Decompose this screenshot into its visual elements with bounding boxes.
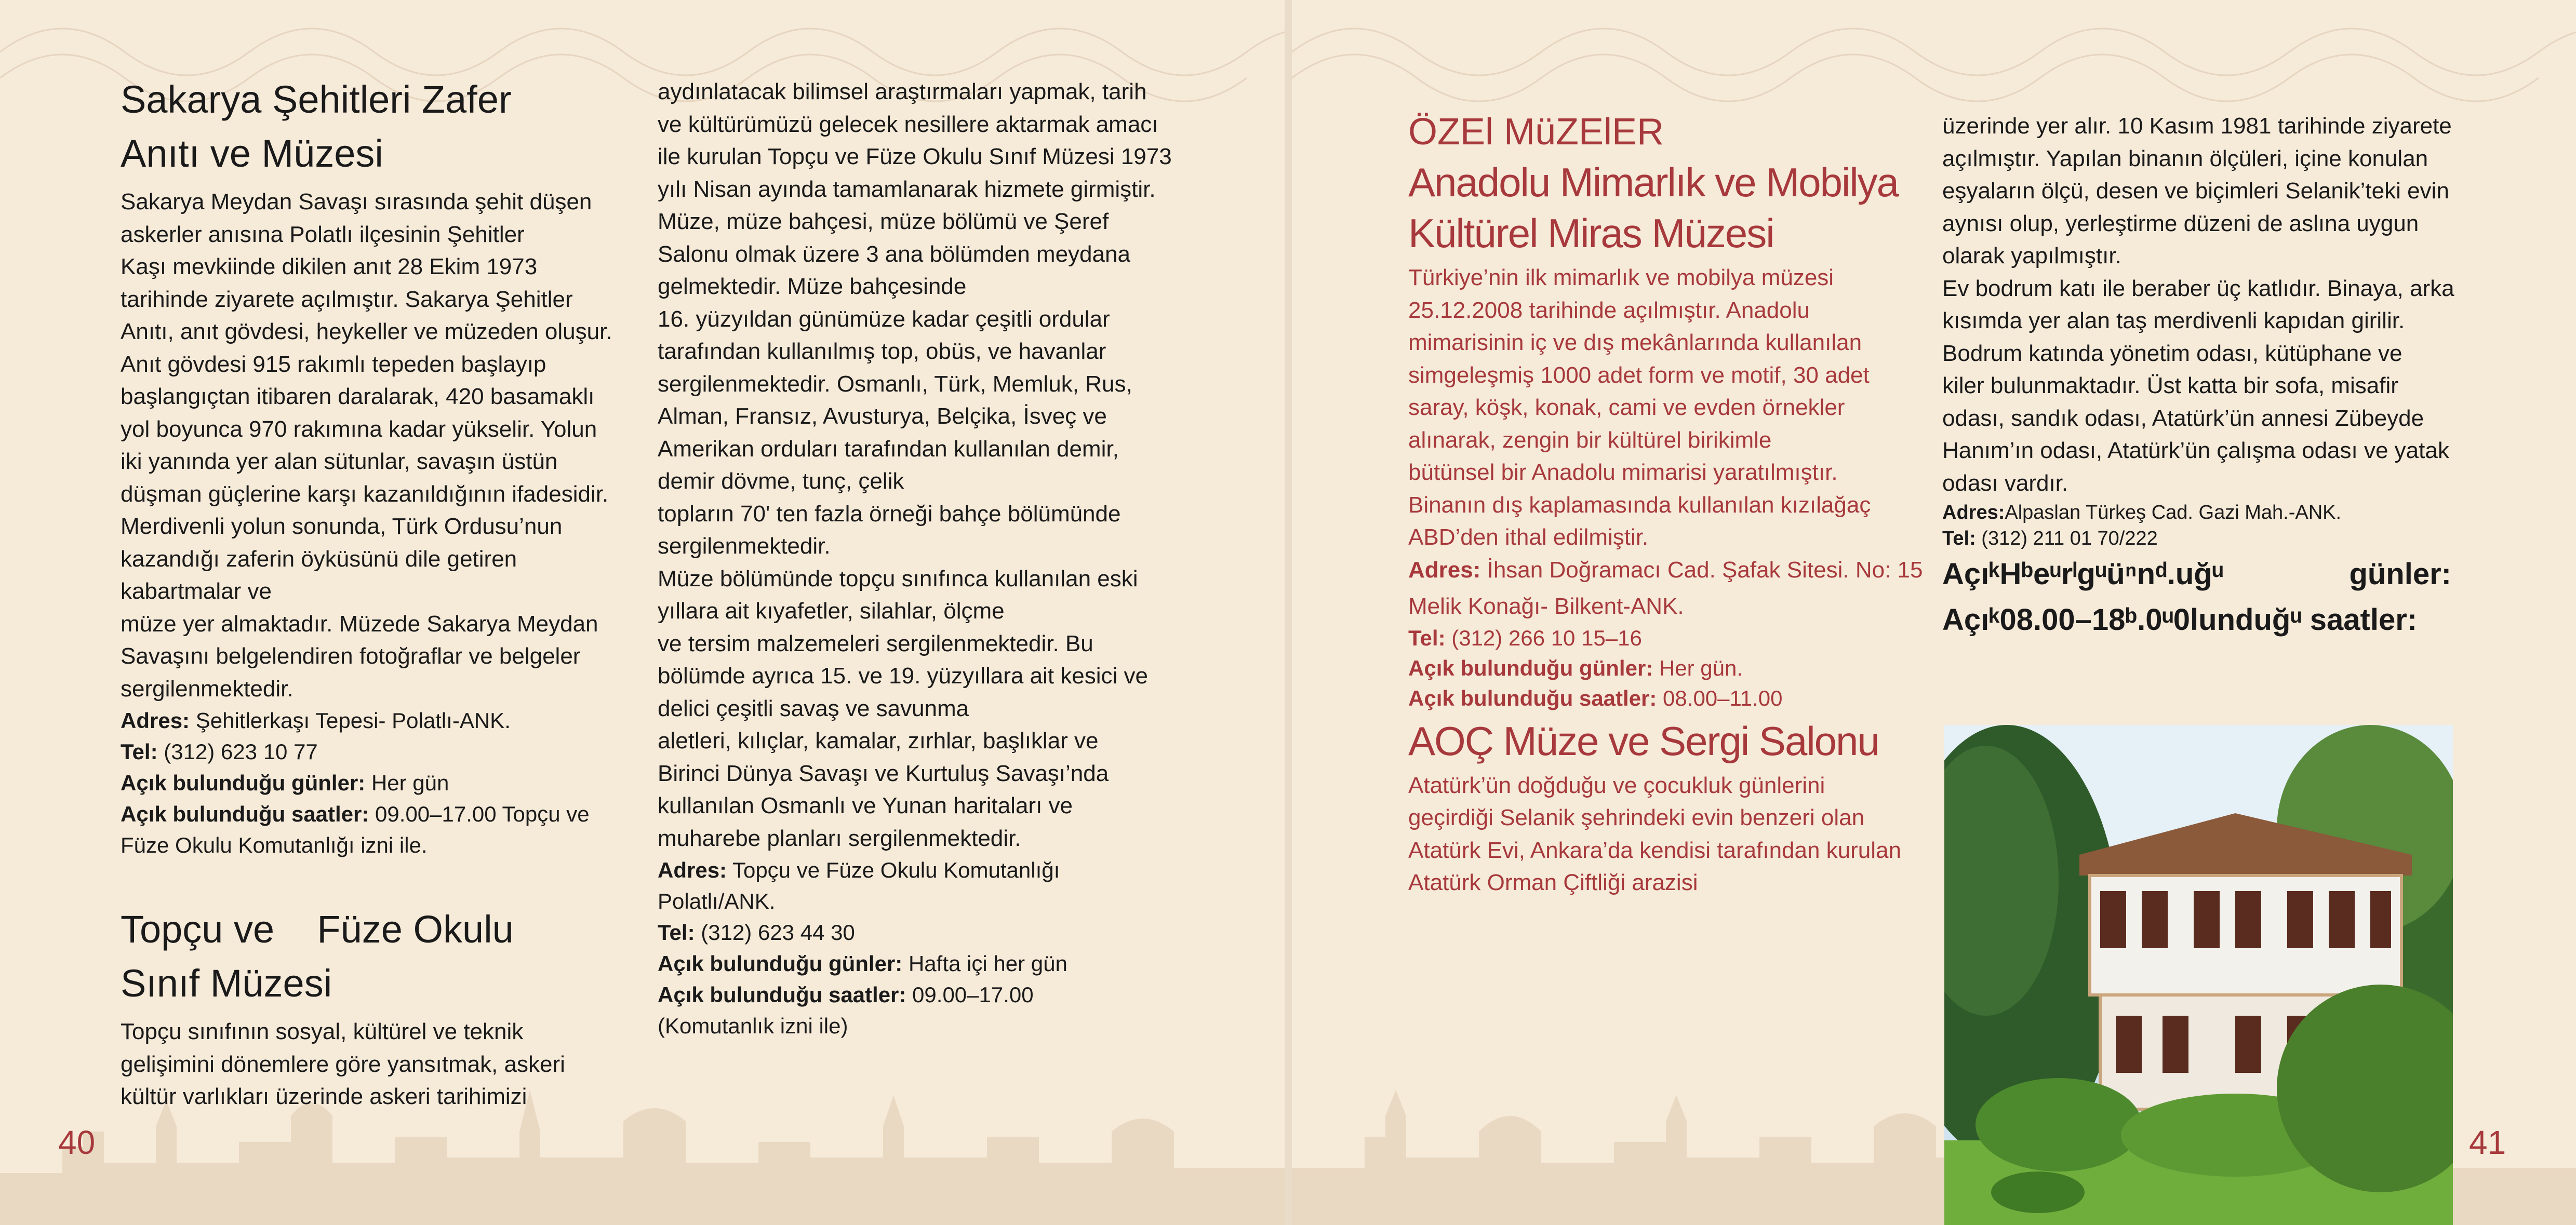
museum-title-anadolu: Anadolu Mimarlık ve Mobilya Kültürel Miras Müzesi (1408, 159, 1899, 256)
text-line: muharebe planları sergilenmektedir. (658, 825, 1021, 851)
text-line: yol boyunca 970 rakımına kadar yükselir. Yolun (121, 416, 597, 442)
museum-title-sakarya: Sakarya Şehitleri Zafer Anıtı ve Müzesi (121, 78, 512, 175)
anadolu-description (1408, 262, 1928, 554)
open-hours-line: Açık bulunduğu saatler: 08.00–11.00 (1408, 685, 1783, 710)
tel-line: Tel: (312) 623 10 77 (121, 739, 318, 764)
text-line: Atatürk’ün doğduğu ve çocukluk günlerini (1408, 772, 1825, 798)
text-line: eşyaların ölçü, desen ve biçimleri Selanik’teki evin (1942, 178, 2449, 204)
text-line: ile kurulan Topçu ve Füze Okulu Sınıf Müzesi 1973 (658, 144, 1172, 169)
text-line: Hanım’ın odası, Atatürk’ün çalışma odası ve yatak (1942, 438, 2449, 463)
text-line: odası vardır. (1942, 470, 2068, 496)
address-line: Adres: İhsan Doğramacı Cad. Şafak Sitesi. No: 15 (1408, 557, 1923, 583)
text-line: topların 70' ten fazla örneği bahçe bölümünde (658, 501, 1121, 527)
text-line: (Komutanlık izni ile) (658, 1014, 848, 1038)
tel-line: Tel: (312) 211 01 70/222 (1942, 528, 2158, 549)
text-line: aletleri, kılıçlar, kamalar, zırhlar, başlıklar ve (658, 728, 1099, 753)
text-line: gelmektedir. Müze bahçesinde (658, 274, 967, 299)
text-line: kültür varlıkları üzerinde askeri tarihimizi (121, 1084, 527, 1109)
text-line: açılmıştır. Yapılan binanın ölçüleri, içine konulan (1942, 145, 2428, 171)
text-line: ve kültürümüzü gelecek nesillere aktarmak amacı (658, 111, 1158, 137)
text-line: 25.12.2008 tarihinde açılmıştır. Anadolu (1408, 297, 1810, 323)
text-line: Salonu olmak üzere 3 ana bölümden meydana (658, 241, 1130, 267)
open-days-line: Açık bulunduğu günler: Her gün (121, 771, 449, 795)
anadolu-info (1408, 554, 1928, 714)
book-spine (1285, 0, 1292, 1225)
text-line: yıllara ait kıyafetler, silahlar, ölçme (658, 598, 1005, 624)
text-line: Polatlı/ANK. (658, 889, 776, 913)
text-line: 16. yüzyıldan günümüze kadar çeşitli ordular (658, 306, 1110, 332)
text-line: Birinci Dünya Savaşı ve Kurtuluş Savaşı’nda (658, 760, 1109, 786)
text-line: Ev bodrum katı ile beraber üç katlıdır. Binaya, arka (1942, 275, 2454, 301)
text-line: Bodrum katında yönetim odası, kütüphane ve (1942, 340, 2403, 366)
ornamental-pattern (1292, 0, 2576, 104)
text-line: Topçu sınıfının sosyal, kültürel ve teknik (121, 1019, 524, 1044)
text-line: kiler bulunmaktadır. Üst katta bir sofa, misafir (1942, 373, 2398, 398)
text-line: ve tersim malzemeleri sergilenmektedir. Bu (658, 630, 1093, 656)
text-line: aydınlatacak bilimsel araştırmaları yapmak, tarih (658, 79, 1147, 104)
text-line: başlangıçtan itibaren daralarak, 420 basamaklı (121, 384, 595, 409)
text-line: aynısı olup, yerleştirme düzeni de aslına uygun (1942, 210, 2419, 236)
text-line: Füze Okulu Komutanlığı izni ile. (121, 833, 428, 857)
text-line: Atatürk Evi, Ankara’da kendisi tarafından kurulan (1408, 837, 1901, 863)
sakarya-info (121, 705, 640, 861)
text-line: alınarak, zengin bir kültürel birikimle (1408, 427, 1772, 453)
left-column-2 (658, 76, 1187, 1042)
museum-title-topcu: Topçu ve Füze Okulu Sınıf Müzesi (121, 908, 514, 1005)
text-line: simgeleşmiş 1000 adet form ve motif, 30 adet (1408, 362, 1870, 388)
text-line: Anıt gövdesi 915 rakımlı tepeden başlayıp (121, 351, 546, 377)
text-line: Sakarya Meydan Savaşı sırasında şehit düşen (121, 189, 592, 214)
text-line: kabartmalar ve (121, 578, 272, 604)
garbled-days-line: AçıᵏHᵇeᵘrˡgᵘüⁿnᵈ.uğᵘ günler: (1942, 557, 2451, 591)
text-line: Atatürk Orman Çiftliği arazisi (1408, 870, 1698, 895)
text-line: sergilenmektedir. (658, 533, 831, 559)
text-line: Alman, Fransız, Avusturya, Belçika, İsveç ve (658, 403, 1107, 429)
text-line: kısımda yer alan taş merdivenli kapıdan girilir. (1942, 308, 2405, 333)
address-line: Adres: Topçu ve Füze Okulu Komutanlığı (658, 858, 1060, 882)
aoc-description-cont (1942, 110, 2482, 500)
text-line: bütünsel bir Anadolu mimarisi yaratılmıştır. (1408, 460, 1838, 485)
text-line: Melik Konağı- Bilkent-ANK. (1408, 594, 1684, 619)
left-page (0, 0, 1285, 1225)
house-illustration (1944, 725, 2453, 1225)
address-line: Adres: Şehitlerkaşı Tepesi- Polatlı-ANK. (121, 708, 511, 733)
text-line: bölümde ayrıca 15. ve 19. yüzyıllara ait kesici ve (658, 663, 1149, 689)
tel-line: Tel: (312) 623 44 30 (658, 920, 855, 945)
topcu-info (658, 855, 1187, 1042)
text-line: sergilenmektedir. Osmanlı, Türk, Memluk, Rus, (658, 371, 1132, 397)
sakarya-description (121, 186, 640, 705)
text-line: kazandığı zaferin öyküsünü dile getiren (121, 546, 517, 572)
text-line: Binanın dış kaplamasında kullanılan kızılağaç (1408, 492, 1871, 518)
address-line: Adres:Alpaslan Türkeş Cad. Gazi Mah.-ANK. (1942, 502, 2342, 523)
open-days-line: Açık bulunduğu günler: Her gün. (1408, 655, 1743, 680)
topcu-description (658, 76, 1187, 855)
left-column-1 (121, 73, 640, 1113)
aoc-info (1942, 500, 2482, 551)
open-hours-line: Açık bulunduğu saatler: 09.00–17.00 Topçu ve (121, 802, 590, 826)
text-line: Müze bölümünde topçu sınıfınca kullanılan eski (658, 566, 1138, 591)
text-line: Türkiye’nin ilk mimarlık ve mobilya müzesi (1408, 265, 1834, 290)
topcu-description-start (121, 1016, 640, 1113)
open-days-line: Açık bulunduğu günler: Hafta içi her gün (658, 951, 1067, 976)
text-line: Savaşını belgelendiren fotoğraflar ve belgeler (121, 643, 581, 669)
text-line: üzerinde yer alır. 10 Kasım 1981 tarihinde ziyarete (1942, 113, 2452, 139)
page-number-right: 41 (2469, 1124, 2506, 1161)
section-label: ÖZEl MüZElER (1408, 111, 1664, 153)
text-line: delici çeşitli savaş ve savunma (658, 695, 969, 721)
aoc-description (1408, 770, 1928, 899)
text-line: yılı Nisan ayında tamamlanarak hizmete girmiştir. (658, 176, 1156, 202)
text-line: düşman güçlerine karşı kazanıldığının ifadesidir. (121, 481, 609, 507)
right-column-2 (1942, 110, 2482, 643)
text-line: sergilenmektedir. (121, 676, 293, 702)
text-line: Merdivenli yolun sonunda, Türk Ordusu’nun (121, 514, 563, 539)
text-line: odası, sandık odası, Atatürk’ün annesi Zübeyde (1942, 405, 2424, 431)
text-line: Amerikan orduları tarafından kullanılan demir, (658, 436, 1119, 462)
text-line: saray, köşk, konak, cami ve evden örnekler (1408, 395, 1845, 420)
open-hours-line: Açık bulunduğu saatler: 09.00–17.00 (658, 982, 1034, 1007)
text-line: kullanılan Osmanlı ve Yunan haritaları ve (658, 793, 1073, 818)
tel-line: Tel: (312) 266 10 15–16 (1408, 625, 1642, 650)
text-line: iki yanında yer alan sütunlar, savaşın üstün (121, 449, 558, 474)
garbled-open-info (1942, 551, 2451, 643)
text-line: olarak yapılmıştır. (1942, 243, 2121, 268)
text-line: geçirdiği Selanik şehrindeki evin benzeri olan (1408, 805, 1865, 830)
text-line: demir dövme, tunç, çelik (658, 468, 904, 494)
garbled-hours-line: Açıᵏ08.00–18ᵇ.0ᵘ0lunduğᵘ saatler: (1942, 603, 2418, 637)
page-number-left: 40 (58, 1124, 96, 1161)
text-line: Kaşı mevkiinde dikilen anıt 28 Ekim 1973 (121, 254, 538, 279)
text-line: askerler anısına Polatlı ilçesinin Şehitler (121, 221, 525, 247)
text-line: tarihinde ziyarete açılmıştır. Sakarya Şehitler (121, 286, 573, 312)
right-column-1 (1408, 107, 1928, 899)
text-line: müze yer almaktadır. Müzede Sakarya Meydan (121, 611, 598, 637)
text-line: ABD’den ithal edilmiştir. (1408, 524, 1649, 550)
text-line: Müze, müze bahçesi, müze bölümü ve Şeref (658, 209, 1109, 234)
museum-title-aoc: AOÇ Müze ve Sergi Salonu (1408, 718, 1879, 764)
text-line: mimarisinin iç ve dış mekânlarında kullanılan (1408, 330, 1862, 355)
text-line: tarafından kullanılmış top, obüs, ve havanlar (658, 339, 1106, 364)
text-line: Anıtı, anıt gövdesi, heykeller ve müzeden oluşur. (121, 319, 612, 344)
ataturk-house-photo (1944, 725, 2453, 1225)
text-line: gelişimini dönemlere göre yansıtmak, askeri (121, 1051, 565, 1077)
